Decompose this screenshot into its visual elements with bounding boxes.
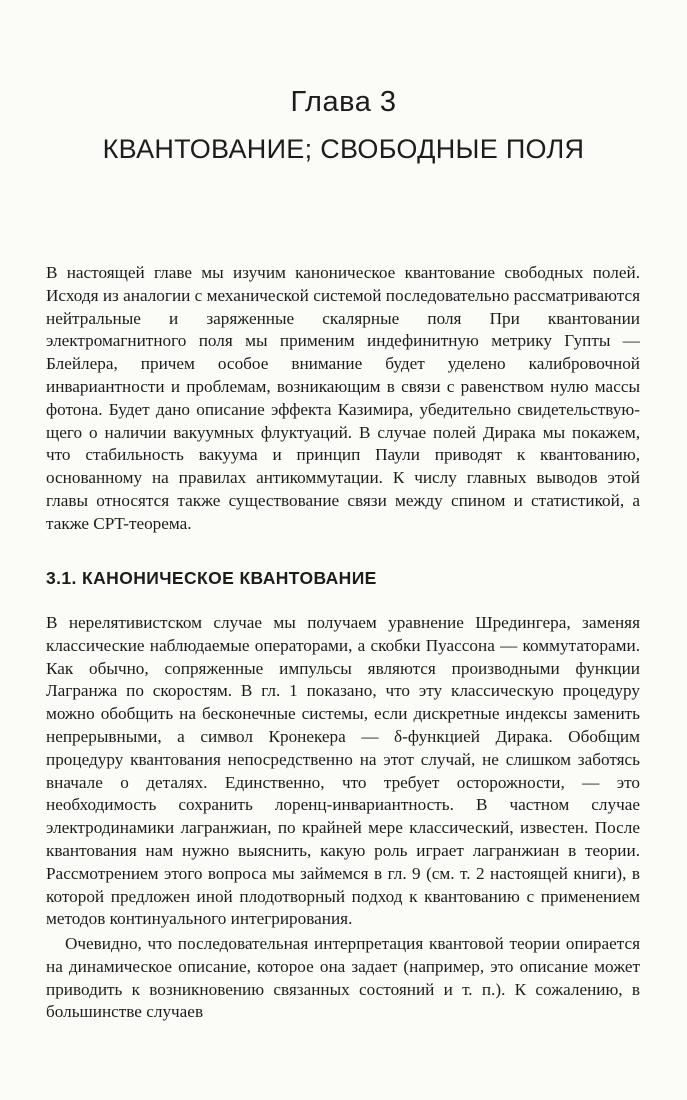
section-heading: 3.1. КАНОНИЧЕСКОЕ КВАНТОВАНИЕ — [46, 568, 377, 588]
chapter-title: КВАНТОВАНИЕ; СВОБОДНЫЕ ПОЛЯ — [102, 134, 585, 164]
body-paragraph-2: Очевидно, что последовательная интерпретация квантовой теории опирается на динамическое описание, которое она задает (например, это описание может приводить к возникновению связанных состояний и т. п.). К сожалению, в большинстве случаев — [46, 934, 640, 1022]
chapter-number: Глава 3 — [290, 86, 397, 118]
body-paragraph-1: В нерелятивистском случае мы получаем уравнение Шредингера, заменяя классические наблюдаемые операторами, а скобки Пуассона — коммутаторами. Как обычно, сопряженные импульсы являются производными функции Лагранжа по скоростям. В гл. 1 показано, что эту классическую процедуру можно обобщить на бесконечные системы, если дискретные индексы заменить непрерывными, а символ Кронекера — δ-функцией Дирака. Обобщим процедуру квантования непосредственно на этот случай, не слишком заботясь вначале о деталях. Единственно, что требует осторожности, — это необходимость сохранить лоренц-инвариантность. В частном случае электродинамики лагранжиан, по крайней мере классический, известен. После квантования нам нужно выяснить, какую роль играет лагранжиан в теории. Рассмотрением этого вопроса мы займемся в гл. 9 (см. т. 2 настоящей книги), в которой предложен иной плодотворный подход к квантованию с применением методов континуального интегрирования. — [46, 613, 640, 929]
intro-paragraph: В настоящей главе мы изучим каноническое квантование свободных полей. Исходя из аналогии с механической системой последовательно рассматриваются нейтральные и заряженные скалярные поля При квантовании электромагнитного поля мы применим индефинитную метрику Гупты — Блейлера, причем особое внимание будет уделено калибровочной инвариантности и проблемам, возникающим в связи с равенством нулю массы фотона. Будет дано описание эффекта Казимира, убедительно свидетельствующего о наличии вакуумных флуктуаций. В случае полей Дирака мы покажем, что стабильность вакуума и принцип Паули приводят к квантованию, основанному на правилах антикоммутации. К числу главных выводов этой главы относятся также существование связи между спином и статистикой, а также CPT-теорема. — [46, 263, 640, 533]
